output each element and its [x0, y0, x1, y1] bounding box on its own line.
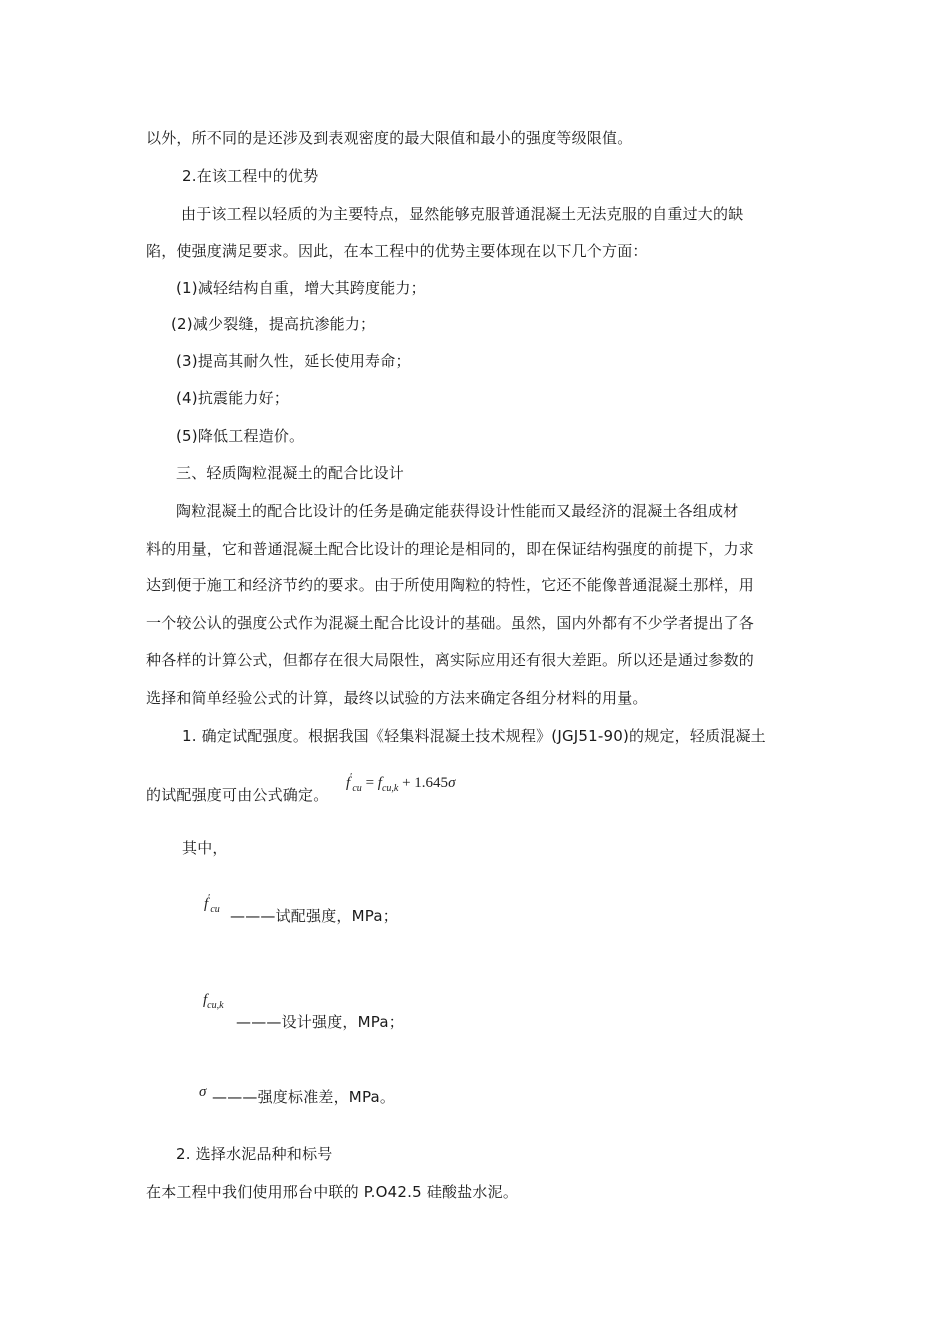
- definition-line: ———试配强度，MPa；: [230, 907, 398, 925]
- paragraph-line: 以外，所不同的是还涉及到表观密度的最大限值和最小的强度等级限值。: [146, 129, 633, 147]
- definition-line: ———强度标准差，MPa。: [212, 1088, 396, 1106]
- list-item: (4)抗震能力好；: [176, 389, 290, 407]
- formula-trial-strength: $f'_{cu} = f_{cu,k} + 1.645\sigma$: [346, 772, 456, 794]
- symbol-f-cuk: $f_{cu,k}$: [203, 992, 224, 1011]
- symbol-sigma: σ: [199, 1084, 207, 1100]
- paragraph-line: 一个较公认的强度公式作为混凝土配合比设计的基础。虽然，国内外都有不少学者提出了各: [146, 614, 755, 632]
- definition-line: ———设计强度，MPa；: [236, 1013, 404, 1031]
- paragraph-line: 种各样的计算公式，但都存在很大局限性，离实际应用还有很大差距。所以还是通过参数的: [146, 651, 755, 669]
- section-heading: 三、轻质陶粒混凝土的配合比设计: [176, 464, 405, 482]
- section-heading: 2.在该工程中的优势: [182, 167, 319, 185]
- symbol-f-cu-prime: $f'_{cu}$: [204, 893, 220, 915]
- paragraph-line: 达到便于施工和经济节约的要求。由于所使用陶粒的特性，它还不能像普通混凝土那样，用: [146, 576, 755, 594]
- list-item: (5)降低工程造价。: [176, 427, 305, 445]
- paragraph-line: 选择和简单经验公式的计算，最终以试验的方法来确定各组分材料的用量。: [146, 689, 648, 707]
- list-item: (3)提高其耐久性，延长使用寿命；: [176, 352, 411, 370]
- list-item: (1)减轻结构自重，增大其跨度能力；: [176, 279, 426, 297]
- paragraph-line: 陶粒混凝土的配合比设计的任务是确定能获得设计性能而又最经济的混凝土各组成材: [176, 502, 739, 520]
- paragraph-line: 其中，: [182, 839, 228, 857]
- paragraph-line: 的试配强度可由公式确定。: [146, 786, 329, 804]
- paragraph-line: 陷，使强度满足要求。因此，在本工程中的优势主要体现在以下几个方面：: [146, 242, 648, 260]
- paragraph-line: 由于该工程以轻质的为主要特点，显然能够克服普通混凝土无法克服的自重过大的缺: [181, 205, 744, 223]
- list-item: (2)减少裂缝，提高抗渗能力；: [171, 315, 376, 333]
- paragraph-line: 在本工程中我们使用邢台中联的 P.O42.5 硅酸盐水泥。: [146, 1183, 519, 1201]
- paragraph-line: 1. 确定试配强度。根据我国《轻集料混凝土技术规程》(JGJ51-90)的规定，轻质混凝土: [182, 727, 766, 745]
- paragraph-line: 料的用量，它和普通混凝土配合比设计的理论是相同的，即在保证结构强度的前提下，力求: [146, 540, 755, 558]
- section-heading: 2. 选择水泥品种和标号: [176, 1145, 333, 1163]
